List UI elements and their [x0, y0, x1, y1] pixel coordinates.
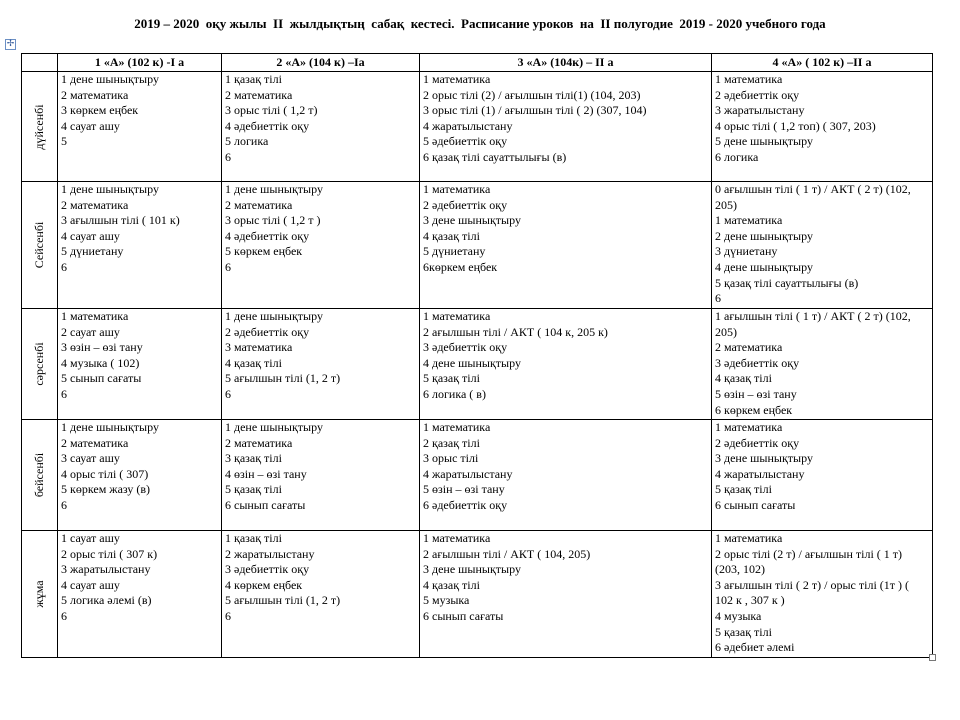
lesson-entry: 3 өзін – өзі тану: [61, 340, 143, 355]
day-label: Сейсенбі: [31, 221, 46, 269]
lesson-entry: 6 логика ( в): [423, 386, 486, 401]
lesson-entry: 4 жаратылыстану: [715, 466, 805, 481]
lesson-entry: 5 өзін – өзі тану: [423, 482, 505, 497]
lesson-entry: 1 қазақ тілі: [225, 72, 282, 86]
lesson-entry: 4 әдебиеттік оқу: [225, 118, 310, 133]
lesson-entry: 1 математика: [423, 309, 491, 323]
schedule-cell: [420, 531, 712, 658]
day-label-cell: [22, 309, 58, 420]
lesson-entry: 2 математика: [61, 435, 129, 450]
lesson-entry: 4 музыка: [715, 608, 762, 623]
lesson-entry: 2 әдебиеттік оқу: [423, 197, 508, 212]
lesson-entry: 6: [225, 608, 231, 623]
day-row: [22, 182, 933, 309]
lesson-entry: 1 математика: [715, 213, 783, 228]
lesson-entry: 1 сауат ашу: [61, 531, 120, 545]
lesson-entry: 6 сынып сағаты: [715, 497, 796, 512]
lesson-entry: 1 дене шынықтыру: [61, 182, 159, 196]
column-header: 4 «А» ( 102 к) –ІІ а: [712, 54, 933, 72]
lesson-entry: 2 орыс тілі ( 307 к): [61, 546, 158, 561]
lesson-entry: 6 логика: [715, 149, 759, 164]
day-label-cell: [22, 531, 58, 658]
lesson-entry: 0 ағылшын тілі ( 1 т) / АКТ ( 2 т) (102, 205): [715, 182, 911, 212]
lesson-entry: 3 әдебиеттік оқу: [715, 355, 800, 370]
lesson-entry: 5 әдебиеттік оқу: [423, 134, 508, 149]
lesson-entry: 2 әдебиеттік оқу: [715, 87, 800, 102]
day-label-cell: [22, 182, 58, 309]
lesson-entry: 4 орыс тілі ( 307): [61, 466, 149, 481]
lesson-entry: 1 қазақ тілі: [225, 531, 282, 545]
schedule-cell: [58, 531, 222, 658]
lesson-entry: 5 музыка: [423, 593, 470, 608]
day-label: бейсенбі: [31, 452, 46, 498]
lesson-entry: 4 сауат ашу: [61, 228, 120, 243]
lesson-entry: 3 дене шынықтыру: [715, 451, 813, 466]
lesson-entry: 4 дене шынықтыру: [423, 355, 521, 370]
lesson-entry: 6: [715, 291, 721, 306]
lesson-entry: 6: [225, 259, 231, 274]
lesson-entry: 6 сынып сағаты: [423, 608, 504, 623]
schedule-table: [21, 53, 933, 658]
day-label-cell: [22, 420, 58, 531]
lesson-entry: 6: [61, 608, 67, 623]
lesson-entry: 2 орыс тілі (2 т) / ағылшын тілі ( 1 т) (203, 102): [715, 546, 903, 577]
lesson-entry: 4 әдебиеттік оқу: [225, 228, 310, 243]
lesson-entry: 2 әдебиеттік оқу: [715, 435, 800, 450]
lesson-entry: 3 дене шынықтыру: [423, 213, 521, 228]
day-label: сәрсенбі: [31, 342, 46, 386]
lesson-entry: 4 қазақ тілі: [423, 228, 480, 243]
schedule-cell: [712, 531, 933, 658]
column-header: 2 «А» (104 к) –Іа: [222, 54, 420, 72]
lesson-entry: 6көркем еңбек: [423, 259, 498, 274]
lesson-entry: 5 көркем жазу (в): [61, 482, 151, 497]
lesson-entry: 6 әдебиеттік оқу: [423, 497, 508, 512]
schedule-cell: [712, 72, 933, 182]
lesson-entry: 5 ағылшын тілі (1, 2 т): [225, 371, 341, 386]
lesson-entry: 3 орыс тілі ( 1,2 т): [225, 103, 318, 118]
lesson-entry: 5 өзін – өзі тану: [715, 386, 797, 401]
schedule-cell: [58, 182, 222, 309]
lesson-entry: 1 дене шынықтыру: [225, 182, 323, 196]
lesson-entry: 1 математика: [423, 531, 491, 545]
lesson-entry: 4 дене шынықтыру: [715, 259, 813, 274]
lesson-entry: 1 математика: [715, 531, 783, 545]
schedule-cell: [58, 309, 222, 420]
lesson-entry: 3 көркем еңбек: [61, 103, 139, 118]
schedule-cell: [712, 420, 933, 531]
lesson-entry: 4 жаратылыстану: [423, 466, 513, 481]
lesson-entry: 1 математика: [423, 72, 491, 86]
corner-cell: [22, 54, 58, 72]
lesson-entry: 1 дене шынықтыру: [225, 309, 323, 323]
lesson-entry: 4 сауат ашу: [61, 118, 120, 133]
lesson-entry: 3 орыс тілі (1) / ағылшын тілі ( 2) (307, 104): [423, 103, 647, 118]
schedule-cell: [222, 72, 420, 182]
lesson-entry: 4 сауат ашу: [61, 577, 120, 592]
schedule-cell: [58, 72, 222, 182]
lesson-entry: 3 орыс тілі ( 1,2 т ): [225, 213, 321, 228]
lesson-entry: 1 математика: [715, 420, 783, 434]
lesson-entry: 2 әдебиеттік оқу: [225, 324, 310, 339]
lesson-entry: 3 әдебиеттік оқу: [423, 340, 508, 355]
table-move-handle-icon[interactable]: ✢: [6, 39, 15, 49]
day-label-cell: [22, 72, 58, 182]
schedule-cell: [222, 420, 420, 531]
table-resize-handle[interactable]: [929, 654, 936, 661]
schedule-cell: [420, 182, 712, 309]
lesson-entry: 6: [225, 386, 231, 401]
lesson-entry: 3 жаратылыстану: [61, 562, 151, 577]
page-title: 2019 – 2020 оқу жылы ІІ жылдықтың сабақ кестесі. Расписание уроков на ІІ полугодие 2019 - 2020 учебного года: [134, 16, 826, 31]
schedule-cell: [712, 309, 933, 420]
lesson-entry: 1 дене шынықтыру: [61, 72, 159, 86]
lesson-entry: 2 жаратылыстану: [225, 546, 315, 561]
lesson-entry: 6: [61, 497, 67, 512]
schedule-cell: [222, 182, 420, 309]
lesson-entry: 1 математика: [423, 182, 491, 196]
lesson-entry: 3 дүниетану: [715, 244, 778, 259]
lesson-entry: 3 қазақ тілі: [225, 451, 282, 466]
lesson-entry: 5 қазақ тілі: [715, 482, 772, 497]
lesson-entry: 1 дене шынықтыру: [225, 420, 323, 434]
lesson-entry: 2 математика: [225, 197, 293, 212]
day-label: дүйсенбі: [31, 103, 46, 150]
lesson-entry: 5 дүниетану: [423, 244, 486, 259]
lesson-entry: 4 қазақ тілі: [423, 577, 480, 592]
lesson-entry: 3 орыс тілі: [423, 451, 479, 466]
lesson-entry: 6 сынып сағаты: [225, 497, 306, 512]
lesson-entry: 2 сауат ашу: [61, 324, 120, 339]
lesson-entry: 5 көркем еңбек: [225, 244, 303, 259]
schedule-cell: [222, 531, 420, 658]
schedule-cell: [420, 420, 712, 531]
lesson-entry: 5: [61, 134, 67, 149]
lesson-entry: 6 көркем еңбек: [715, 402, 793, 417]
lesson-entry: 6: [61, 386, 67, 401]
lesson-entry: 5 дене шынықтыру: [715, 134, 813, 149]
lesson-entry: 1 дене шынықтыру: [61, 420, 159, 434]
day-label: жұма: [31, 580, 46, 608]
lesson-entry: 3 дене шынықтыру: [423, 562, 521, 577]
lesson-entry: 2 математика: [715, 340, 783, 355]
schedule-cell: [222, 309, 420, 420]
schedule-cell: [712, 182, 933, 309]
lesson-entry: 1 ағылшын тілі ( 1 т) / АКТ ( 2 т) (102, 205): [715, 309, 911, 339]
lesson-entry: 4 орыс тілі ( 1,2 топ) ( 307, 203): [715, 118, 876, 133]
lesson-entry: 5 қазақ тілі: [225, 482, 282, 497]
lesson-entry: 6: [225, 149, 231, 164]
lesson-entry: 5 логика әлемі (в): [61, 593, 152, 608]
lesson-entry: 4 көркем еңбек: [225, 577, 303, 592]
lesson-entry: 5 қазақ тілі: [715, 624, 772, 639]
lesson-entry: 5 ағылшын тілі (1, 2 т): [225, 593, 341, 608]
day-row: [22, 309, 933, 420]
lesson-entry: 2 орыс тілі (2) / ағылшын тілі(1) (104, 203): [423, 87, 641, 102]
lesson-entry: 5 қазақ тілі: [423, 371, 480, 386]
lesson-entry: 2 қазақ тілі: [423, 435, 480, 450]
day-row: [22, 420, 933, 531]
lesson-entry: 5 дүниетану: [61, 244, 124, 259]
lesson-entry: 4 жаратылыстану: [423, 118, 513, 133]
column-header: 3 «А» (104к) – ІІ а: [420, 54, 712, 72]
lesson-entry: 4 қазақ тілі: [225, 355, 282, 370]
schedule-cell: [58, 420, 222, 531]
header-row: [22, 54, 933, 72]
lesson-entry: 6 қазақ тілі сауаттылығы (в): [423, 149, 567, 164]
day-row: [22, 531, 933, 658]
lesson-entry: 2 математика: [61, 197, 129, 212]
lesson-entry: 4 өзін – өзі тану: [225, 466, 307, 481]
lesson-entry: 3 жаратылыстану: [715, 103, 805, 118]
column-header: 1 «А» (102 к) -І а: [58, 54, 222, 72]
lesson-entry: 4 музыка ( 102): [61, 355, 140, 370]
lesson-entry: 2 дене шынықтыру: [715, 228, 813, 243]
lesson-entry: 2 математика: [225, 435, 293, 450]
day-row: [22, 72, 933, 182]
lesson-entry: 3 әдебиеттік оқу: [225, 562, 310, 577]
schedule-cell: [420, 309, 712, 420]
lesson-entry: 2 математика: [61, 87, 129, 102]
lesson-entry: 3 сауат ашу: [61, 451, 120, 466]
lesson-entry: 3 ағылшын тілі ( 101 к): [61, 213, 180, 228]
lesson-entry: 5 қазақ тілі сауаттылығы (в): [715, 275, 859, 290]
lesson-entry: 6 әдебиет әлемі: [715, 640, 795, 655]
lesson-entry: 2 математика: [225, 87, 293, 102]
lesson-entry: 6: [61, 259, 67, 274]
lesson-entry: 5 сынып сағаты: [61, 371, 142, 386]
lesson-entry: 1 математика: [61, 309, 129, 323]
lesson-entry: 3 ағылшын тілі ( 2 т) / орыс тілі (1т ) ( 102 к , 307 к ): [715, 577, 910, 608]
lesson-entry: 2 ағылшын тілі / АКТ ( 104, 205): [423, 546, 591, 561]
schedule-cell: [420, 72, 712, 182]
lesson-entry: 4 қазақ тілі: [715, 371, 772, 386]
lesson-entry: 1 математика: [715, 72, 783, 86]
lesson-entry: 3 математика: [225, 340, 293, 355]
lesson-entry: 2 ағылшын тілі / АКТ ( 104 к, 205 к): [423, 324, 608, 339]
lesson-entry: 1 математика: [423, 420, 491, 434]
lesson-entry: 5 логика: [225, 134, 269, 149]
